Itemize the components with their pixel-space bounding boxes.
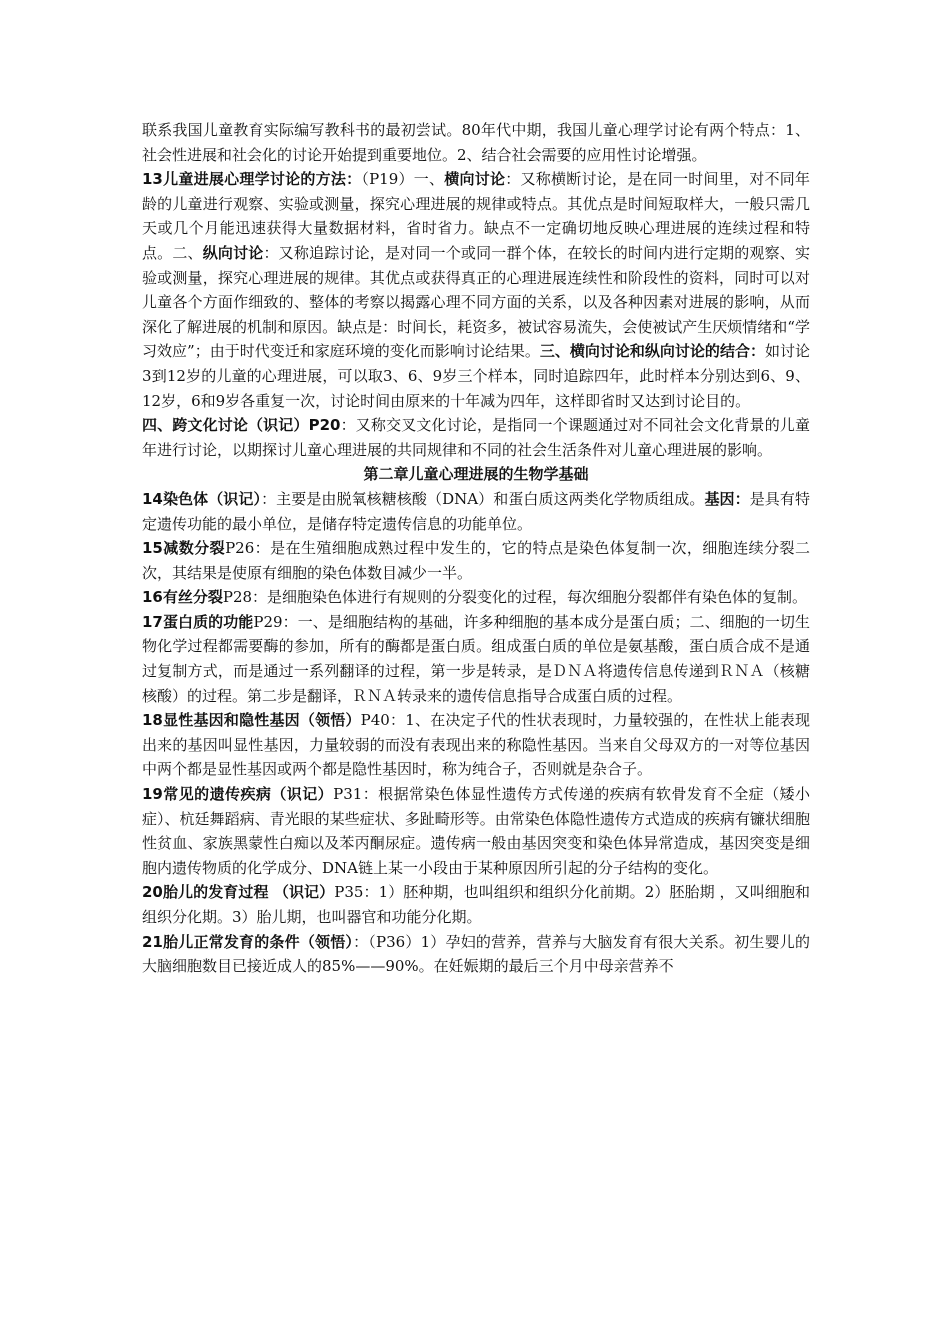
heading-16: 16有丝分裂 bbox=[142, 588, 223, 607]
heading-21: 21胎儿正常发育的条件（领悟） bbox=[142, 932, 354, 951]
heading-15: 15减数分裂 bbox=[142, 539, 226, 558]
term-cross-sectional: 横向讨论 bbox=[444, 170, 506, 189]
paragraph-16-mitosis: 16有丝分裂P28：是细胞染色体进行有规则的分裂变化的过程，每次细胞分裂都伴有染色体的复制。 bbox=[142, 588, 808, 607]
paragraph-20-fetal-development: 20胎儿的发育过程 （识记）P35：1）胚种期，也叫组织和组织分化前期。2）胚胎期 ，又叫细胞和组织分化期。3）胎儿期，也叫器官和功能分化期。 bbox=[142, 883, 810, 926]
paragraph-18-genes: 18显性基因和隐性基因（领悟）P40：1、在决定子代的性状表现时，力量较强的，在性状上能表现出来的基因叫显性基因，力量较弱的而没有表现出来的称隐性基因。当来自父母双方的一对等位基因中两个都是显性基因或两个都是隐性基因时，称为纯合子，否则就是杂合子。 bbox=[142, 711, 810, 779]
paragraph-15-meiosis: 15减数分裂P26：是在生殖细胞成熟过程中发生的，它的特点是染色体复制一次，细胞连续分裂二次，其结果是使原有细胞的染色体数目减少一半。 bbox=[142, 539, 810, 582]
paragraph-13-methods: 13儿童进展心理学讨论的方法：（P19）一、横向讨论：又称横断讨论，是在同一时间里，对不同年龄的儿童进行观察、实验或测量，探究心理进展的规律或特点。其优点是时间短取样大，一般只需几天或几个月能迅速获得大量数据材料，省时省力。缺点不一定确切地反映心理进展的连续过程和特点。二、纵向讨论：又称追踪讨论，是对同一个或同一群个体，在较长的时间内进行定期的观察、实验或测量，探究心理进展的规律。其优点或获得真正的心理进展连续性和阶段性的资料，同时可以对儿童各个方面作细致的、整体的考察以揭露心理不同方面的关系，以及各种因素对进展的影响，从而深化了解进展的机制和原因。缺点是：时间长，耗资多，被试容易流失，会使被试产生厌烦情绪和“学习效应”；由于时代变迁和家庭环境的变化而影响讨论结果。三、横向讨论和纵向讨论的结合：如讨论3到12岁的儿童的心理进展，可以取3、6、9岁三个样本，同时追踪四年，此时样本分别达到6、9、12岁，6和9岁各重复一次，讨论时间由原来的十年减为四年，这样即省时又达到讨论目的。 bbox=[142, 170, 810, 410]
heading-18: 18显性基因和隐性基因（领悟） bbox=[142, 711, 361, 730]
paragraph-19-diseases: 19常见的遗传疾病（识记）P31：根据常染色体显性遗传方式传递的疾病有软骨发育不全症（矮小症）、杭廷舞蹈病、青光眼的某些症状、多趾畸形等。由常染色体隐性遗传方式造成的疾病有镰状细胞性贫血、家族黑蒙性白痴以及苯丙酮尿症。遗传病一般由基因突变和染色体异常造成，基因突变是细胞内遗传物质的化学成分、DNA链上某一小段由于某种原因所引起的分子结构的变化。 bbox=[142, 785, 810, 877]
term-gene: 基因： bbox=[704, 489, 750, 508]
paragraph-14-chromosome: 14染色体（识记）：主要是由脱氧核糖核酸（DNA）和蛋白质这两类化学物质组成。基因：是具有特定遗传功能的最小单位，是储存特定遗传信息的功能单位。 bbox=[142, 489, 810, 533]
heading-20: 20胎儿的发育过程 （识记） bbox=[142, 883, 335, 902]
paragraph-cross-cultural: 四、跨文化讨论（识记）P20：又称交叉文化讨论，是指同一个课题通过对不同社会文化背景的儿童年进行讨论，以期探讨儿童心理进展的共同规律和不同的社会生活条件对儿童心理进展的影响。 bbox=[142, 416, 810, 459]
heading-19: 19常见的遗传疾病（识记） bbox=[142, 785, 334, 804]
heading-17: 17蛋白质的功能 bbox=[142, 612, 254, 631]
heading-14: 14染色体（识记） bbox=[142, 489, 262, 508]
paragraph-21-conditions: 21胎儿正常发育的条件（领悟）：（P36）1）孕妇的营养，营养与大脑发育有很大关系。初生婴儿的大脑细胞数目已接近成人的85%——90%。在妊娠期的最后三个月中母亲营养不 bbox=[142, 932, 810, 976]
heading-13: 13儿童进展心理学讨论的方法： bbox=[142, 170, 362, 189]
paragraph-intro: 联系我国儿童教育实际编写教科书的最初尝试。80年代中期，我国儿童心理学讨论有两个特点：1、社会性进展和社会化的讨论开始提到重要地位。2、结合社会需要的应用性讨论增强。 bbox=[142, 121, 810, 164]
document-page bbox=[142, 118, 810, 979]
term-longitudinal: 纵向讨论 bbox=[202, 243, 264, 262]
chapter-2-title: 第二章儿童心理进展的生物学基础 bbox=[363, 465, 589, 484]
paragraph-17-protein: 17蛋白质的功能P29：一、是细胞结构的基础，许多种细胞的基本成分是蛋白质；二、细胞的一切生物化学过程都需要酶的参加，所有的酶都是蛋白质。组成蛋白质的单位是氨基酸，蛋白质合成不是通过复制方式，而是通过一系列翻译的过程，第一步是转录，是ＤＮＡ将遗传信息传递到ＲＮＡ（核糖核酸）的过程。第二步是翻译，ＲＮＡ转录来的遗传信息指导合成蛋白质的过程。 bbox=[142, 612, 811, 705]
term-cross-cultural: 四、跨文化讨论（识记）P20 bbox=[142, 416, 341, 435]
term-combined: 三、横向讨论和纵向讨论的结合： bbox=[539, 342, 765, 361]
